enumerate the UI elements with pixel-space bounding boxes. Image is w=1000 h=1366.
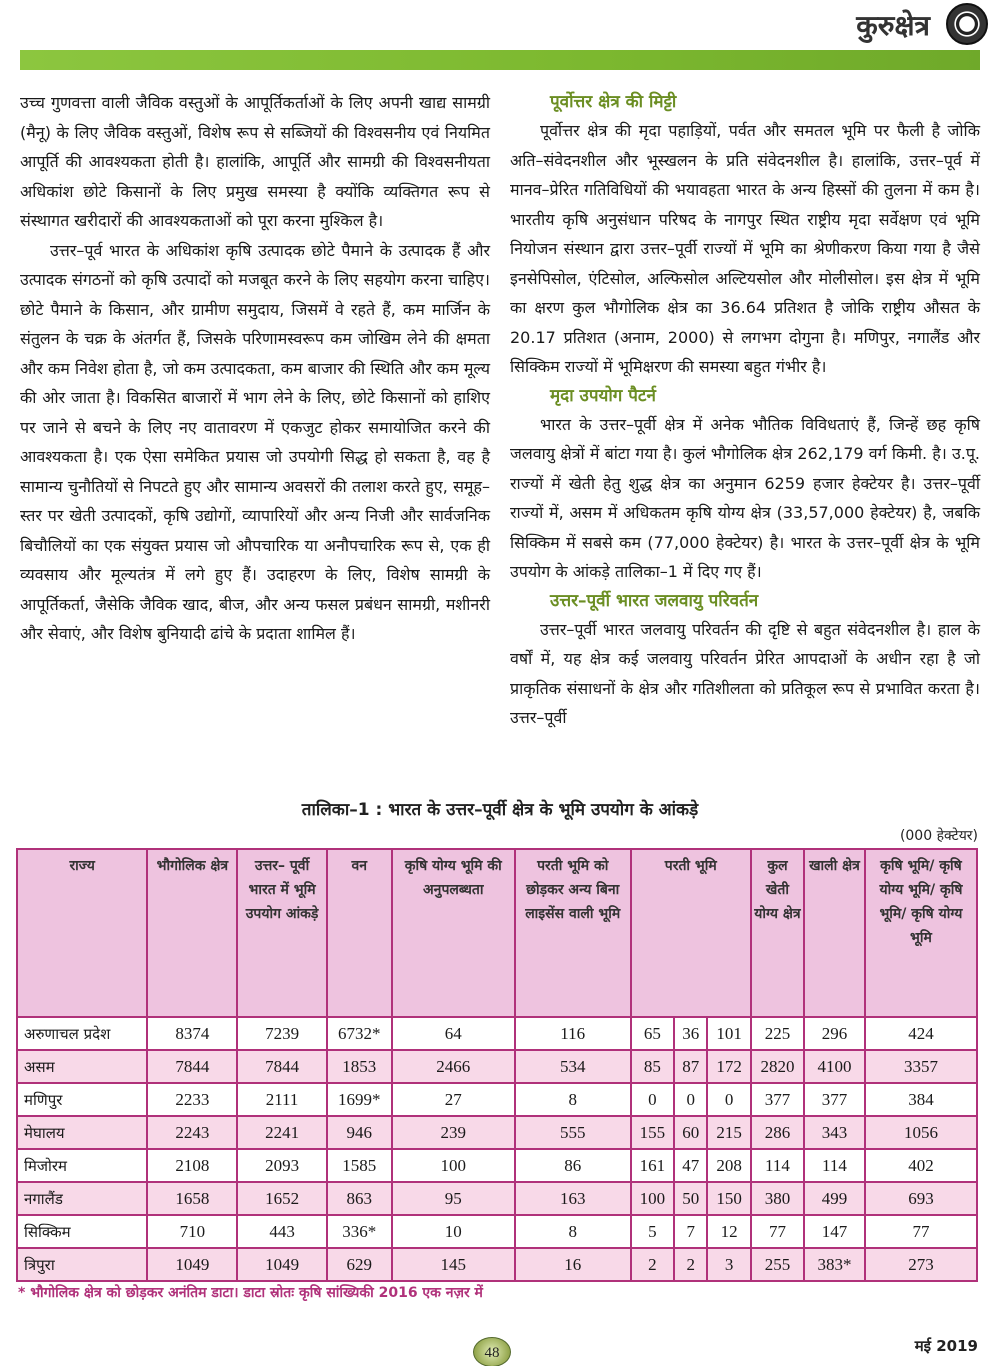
cell-state: त्रिपुरा (17, 1248, 147, 1281)
cell: 87 (674, 1050, 707, 1083)
paragraph: उत्तर–पूर्व भारत के अधिकांश कृषि उत्पादक छोटे पैमाने के उत्पादक हैं और उत्पादक संगठनों को कृषि उत्पादों को मजबूत करने के लिए सहयोग करना चाहिए। छोटे पैमाने के किसान, और ग्रामीण समुदाय, जिसमें वे रहते हैं, कम मार्जिन के संतुलन के चक्र के अंतर्गत हैं, जिसके परिणामस्वरूप कम जोखिम लेने की क्षमता और कम निवेश होता है, जो कम उत्पादकता, कम बाजार की स्थिति और कम मूल्य की ओर जाता है। विकसित बाजारों में भाग लेने के लिए, छोटे किसानों को हाशिए पर जाने से बचने के लिए नए वातावरण में एकजुट होकर समायोजित करने की आवश्यकता है। एक ऐसा समेकित प्रयास जो उपयोगी सिद्ध हो सकता है, वह है सामान्य चुनौतियों से निपटते हुए और सामान्य अवसरों की तलाश करते हुए, समूह–स्तर पर खेती उत्पादकों, कृषि उद्योगों, व्यापारियों और अन्य निजी और सार्वजनिक बिचौलियों का एक संयुक्त प्रयास जो औपचारिक या अनौपचारिक रूप से, एक ही व्यवसाय और मूल्यतंत्र में लगे हुए हैं। उदाहरण के लिए, विशेष सामग्री के आपूर्तिकर्ता, जैसेकि जैविक खाद, बीज, और अन्य फसल प्रबंधन सामग्री, मशीनरी और सेवाएं, और विशेष बुनियादी ढांचे के प्रदाता शामिल हैं। (20, 240, 490, 643)
cell: 1699* (327, 1083, 392, 1116)
cell: 296 (804, 1017, 865, 1050)
paragraph: उत्तर–पूर्वी भारत जलवायु परिवर्तन की दृष्टि से बहुत संवेदनशील है। हाल के वर्षों में, यह क्षेत्र कई जलवायु परिवर्तन प्रेरित आपदाओं के अधीन रहा है जो प्राकृतिक संसाधनों के क्षेत्र और गतिशीलता को प्रतिकूल रूप से प्रभावित करता है। उत्तर–पूर्वी (510, 619, 980, 727)
cell: 534 (515, 1050, 631, 1083)
table-caption: तालिका–1 : भारत के उत्तर–पूर्वी क्षेत्र के भूमि उपयोग के आंकड़े (301, 800, 699, 820)
col-header-fallow-land: परती भूमि (631, 849, 751, 1017)
cell: 424 (865, 1017, 977, 1050)
col-header-geographic-area: भौगोलिक क्षेत्र (147, 849, 237, 1017)
cell: 2 (631, 1248, 674, 1281)
cell: 150 (707, 1182, 750, 1215)
cell-state: मणिपुर (17, 1083, 147, 1116)
page-number-badge: 48 (473, 1337, 511, 1366)
land-use-table (16, 848, 978, 1282)
cell: 443 (237, 1215, 326, 1248)
cell: 77 (865, 1215, 977, 1248)
issue-date: मई 2019 (914, 1337, 978, 1355)
cell: 10 (392, 1215, 515, 1248)
cell: 12 (707, 1215, 750, 1248)
right-column (510, 88, 980, 733)
paragraph: भारत के उत्तर–पूर्वी क्षेत्र में अनेक भौतिक विविधताएं हैं, जिन्हें छह कृषि जलवायु क्षेत्रों में बांटा गया है। कुलं भौगोलिक क्षेत्र 262,179 वर्ग किमी. है। उ.पू. राज्यों में खेती हेतु शुद्ध क्षेत्र का अनुमान 6259 हजार हेक्टेयर है। उत्तर–पूर्वी राज्यों में, असम में अधिकतम कृषि योग्य क्षेत्र (33,57,000 हेक्टेयर) है, जबकि सिक्किम में सबसे कम (77,000 हेक्टेयर) है। भारत के उत्तर–पूर्वी क्षेत्र के भूमि उपयोग के आंकड़े तालिका–1 में दिए गए हैं। (510, 414, 980, 581)
cell: 7844 (147, 1050, 237, 1083)
cell: 384 (865, 1083, 977, 1116)
cell: 1049 (237, 1248, 326, 1281)
cell: 161 (631, 1149, 674, 1182)
cell: 377 (804, 1083, 865, 1116)
cell: 1585 (327, 1149, 392, 1182)
col-header-land-use-stats: उत्तर– पूर्वी भारत में भूमि उपयोग आंकड़े (237, 849, 326, 1017)
left-column (20, 88, 490, 649)
table-unit: (000 हेक्टेयर) (899, 828, 978, 844)
cell: 116 (515, 1017, 631, 1050)
cell: 0 (707, 1083, 750, 1116)
cell: 2108 (147, 1149, 237, 1182)
cell: 100 (631, 1182, 674, 1215)
cell: 377 (751, 1083, 804, 1116)
cell-state: नगालैंड (17, 1182, 147, 1215)
col-header-state: राज्य (17, 849, 147, 1017)
cell: 1652 (237, 1182, 326, 1215)
cell: 7239 (237, 1017, 326, 1050)
cell: 2111 (237, 1083, 326, 1116)
cell: 50 (674, 1182, 707, 1215)
col-header-forest: वन (327, 849, 392, 1017)
cell: 2233 (147, 1083, 237, 1116)
cell: 172 (707, 1050, 750, 1083)
cell: 710 (147, 1215, 237, 1248)
cell: 27 (392, 1083, 515, 1116)
cell: 8 (515, 1083, 631, 1116)
cell: 383* (804, 1248, 865, 1281)
cell: 47 (674, 1149, 707, 1182)
cell: 155 (631, 1116, 674, 1149)
cell: 336* (327, 1215, 392, 1248)
cell: 343 (804, 1116, 865, 1149)
cell: 147 (804, 1215, 865, 1248)
table-row (17, 1149, 977, 1182)
cell: 95 (392, 1182, 515, 1215)
cell: 100 (392, 1149, 515, 1182)
section-heading-climate-change: उत्तर–पूर्वी भारत जलवायु परिवर्तन (550, 590, 759, 611)
magazine-title: कुरुक्षेत्र (856, 9, 930, 42)
paragraph: पूर्वोत्तर क्षेत्र की मृदा पहाड़ियों, पर्वत और समतल भूमि पर फैली है जोकि अति–संवेदनशील और भूस्खलन के प्रति संवेदनशील है। हालांकि, उत्तर–पूर्व में मानव–प्रेरित गतिविधियों की भयावहता भारत के अन्य हिस्सों की तुलना में कम है। भारतीय कृषि अनुसंधान परिषद के नागपुर स्थित राष्ट्रीय मृदा सर्वेक्षण एवं भूमि नियोजन संस्थान द्वारा उत्तर–पूर्वी राज्यों में भूमि का श्रेणीकरण किया गया है जैसे इनसेपिसोल, एंटिसोल, अल्फिसोल अल्टियसोल और मोलीसोल। इस क्षेत्र में भूमि का क्षरण कुल भौगोलिक क्षेत्र का 36.64 प्रतिशत है जोकि राष्ट्रीय औसत के 20.17 प्रतिशत (अनाम, 2000) से लगभग दोगुना है। मणिपुर, नगालैंड और सिक्किम राज्यों में भूमिक्षरण की समस्या बहुत गंभीर है। (510, 121, 980, 376)
cell: 8374 (147, 1017, 237, 1050)
cell: 1853 (327, 1050, 392, 1083)
cell: 215 (707, 1116, 750, 1149)
cell-state: सिक्किम (17, 1215, 147, 1248)
table-row (17, 1116, 977, 1149)
cell: 86 (515, 1149, 631, 1182)
table-row (17, 1017, 977, 1050)
cell: 7844 (237, 1050, 326, 1083)
cell: 499 (804, 1182, 865, 1215)
section-heading-soil-use-pattern: मृदा उपयोग पैटर्न (550, 385, 656, 406)
header-green-bar (20, 50, 980, 70)
cell-state: अरुणाचल प्रदेश (17, 1017, 147, 1050)
table-row (17, 1083, 977, 1116)
cell: 3357 (865, 1050, 977, 1083)
cell: 4100 (804, 1050, 865, 1083)
cell: 255 (751, 1248, 804, 1281)
cell: 273 (865, 1248, 977, 1281)
cell: 380 (751, 1182, 804, 1215)
cell: 225 (751, 1017, 804, 1050)
section-heading-northeast-soil: पूर्वोत्तर क्षेत्र की मिट्टी (550, 92, 677, 112)
cell: 2243 (147, 1116, 237, 1149)
cell: 2 (674, 1248, 707, 1281)
cell: 0 (674, 1083, 707, 1116)
cell: 77 (751, 1215, 804, 1248)
cell: 693 (865, 1182, 977, 1215)
cell: 1056 (865, 1116, 977, 1149)
cell-state: असम (17, 1050, 147, 1083)
cell: 163 (515, 1182, 631, 1215)
col-header-agri-land-ratio: कृषि भूमि/ कृषि योग्य भूमि/ कृषि भूमि/ कृषि योग्य भूमि (865, 849, 977, 1017)
cell: 0 (631, 1083, 674, 1116)
cell: 2820 (751, 1050, 804, 1083)
cell: 64 (392, 1017, 515, 1050)
cell: 16 (515, 1248, 631, 1281)
table-row (17, 1215, 977, 1248)
cell: 402 (865, 1149, 977, 1182)
cell: 863 (327, 1182, 392, 1215)
cell: 286 (751, 1116, 804, 1149)
table-row (17, 1182, 977, 1215)
cell: 2093 (237, 1149, 326, 1182)
cell: 101 (707, 1017, 750, 1050)
cell: 946 (327, 1116, 392, 1149)
chakra-emblem-icon (946, 3, 988, 45)
cell: 2241 (237, 1116, 326, 1149)
cell: 60 (674, 1116, 707, 1149)
cell-state: मेघालय (17, 1116, 147, 1149)
cell: 208 (707, 1149, 750, 1182)
paragraph: उच्च गुणवत्ता वाली जैविक वस्तुओं के आपूर्तिकर्ताओं के लिए अपनी खाद्य सामग्री (मैनू) के लिए जैविक वस्तुओं, विशेष रूप से सब्जियों की विश्वसनीय एवं नियमित आपूर्ति की आवश्यकता होती है। हालांकि, आपूर्ति और सामग्री की विश्वसनीयता अधिकांश छोटे किसानों के लिए प्रमुख समस्या है क्योंकि व्यक्तिगत रूप से संस्थागत खरीदारों की आवश्यकताओं को पूरा करना मुश्किल है। (20, 93, 490, 230)
cell: 6732* (327, 1017, 392, 1050)
cell: 1658 (147, 1182, 237, 1215)
col-header-other-uncultivated: परती भूमि को छोड़कर अन्य बिना लाइसेंस वाली भूमि (515, 849, 631, 1017)
cell: 555 (515, 1116, 631, 1149)
cell: 114 (751, 1149, 804, 1182)
cell: 239 (392, 1116, 515, 1149)
cell: 2466 (392, 1050, 515, 1083)
cell: 629 (327, 1248, 392, 1281)
cell: 3 (707, 1248, 750, 1281)
table-row (17, 1248, 977, 1281)
cell-state: मिजोरम (17, 1149, 147, 1182)
cell: 7 (674, 1215, 707, 1248)
cell: 1049 (147, 1248, 237, 1281)
table-row (17, 1050, 977, 1083)
table-footnote: * भौगोलिक क्षेत्र को छोड़कर अनंतिम डाटा। डाटा स्रोतः कृषि सांख्यिकी 2016 एक नज़र में (18, 1285, 483, 1301)
cell: 65 (631, 1017, 674, 1050)
cell: 145 (392, 1248, 515, 1281)
table-header-row (17, 849, 977, 1017)
cell: 85 (631, 1050, 674, 1083)
cell: 8 (515, 1215, 631, 1248)
col-header-total-cultivable: कुल खेती योग्य क्षेत्र (751, 849, 804, 1017)
cell: 36 (674, 1017, 707, 1050)
cell: 114 (804, 1149, 865, 1182)
cell: 5 (631, 1215, 674, 1248)
col-header-vacant-area: खाली क्षेत्र (804, 849, 865, 1017)
col-header-not-available: कृषि योग्य भूमि की अनुपलब्धता (392, 849, 515, 1017)
